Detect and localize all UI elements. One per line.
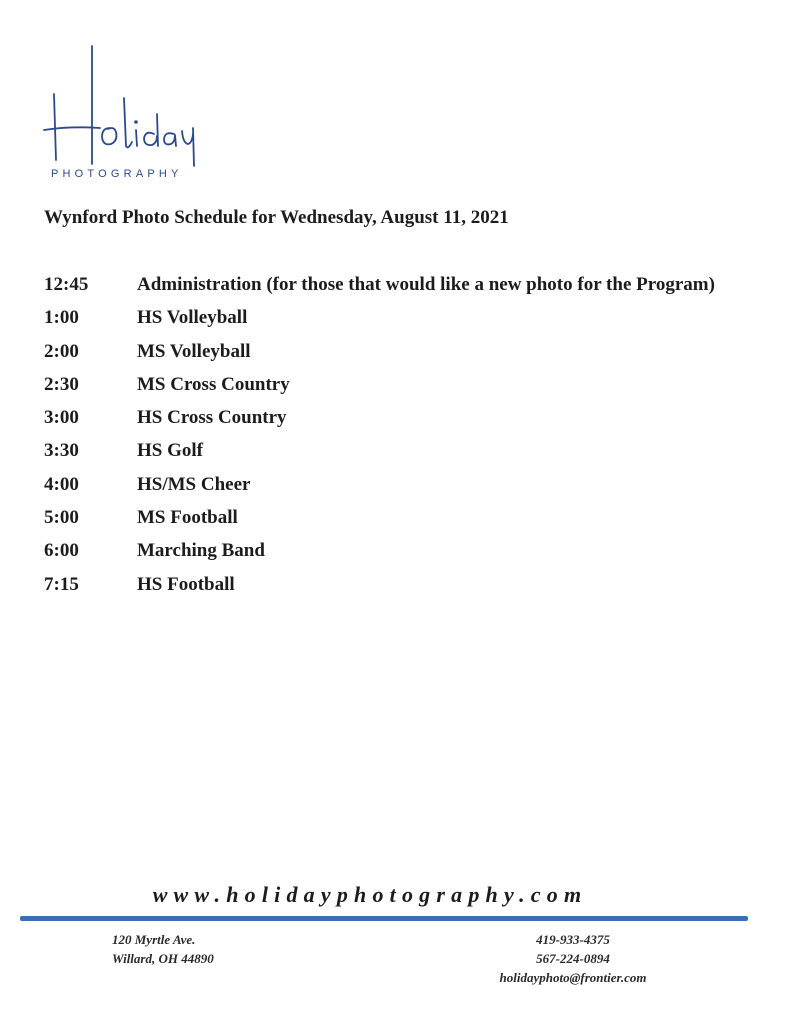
logo (40, 42, 210, 187)
schedule-time: 7:15 (44, 573, 79, 595)
schedule-time: 1:00 (44, 307, 79, 329)
email: holidayphoto@frontier.com (499, 970, 647, 985)
schedule-event: HS/MS Cheer (137, 473, 251, 495)
footer-address (112, 930, 214, 968)
schedule-row (44, 440, 784, 473)
schedule-event: MS Cross Country (137, 373, 290, 395)
footer-website: www.holidayphotography.com (152, 882, 588, 907)
schedule-event: HS Volleyball (137, 307, 248, 329)
schedule-event: HS Football (137, 573, 235, 595)
phone-primary: 419-933-4375 (536, 932, 610, 947)
schedule-list (44, 274, 784, 607)
schedule-time: 2:00 (44, 340, 79, 362)
schedule-time: 12:45 (44, 274, 89, 295)
schedule-row (44, 474, 784, 507)
schedule-row (44, 540, 784, 573)
schedule-time: 5:00 (44, 507, 79, 529)
address-city: Willard, OH 44890 (112, 951, 214, 966)
logo-subtitle: PHOTOGRAPHY (51, 168, 183, 180)
address-street: 120 Myrtle Ave. (112, 932, 196, 947)
schedule-row (44, 341, 784, 374)
schedule-event: MS Football (137, 507, 238, 529)
footer-contact (478, 930, 668, 987)
schedule-time: 6:00 (44, 540, 79, 562)
schedule-time: 3:00 (44, 407, 79, 429)
schedule-time: 2:30 (44, 373, 79, 395)
schedule-row (44, 407, 784, 440)
schedule-event: HS Golf (137, 440, 203, 462)
phone-secondary: 567-224-0894 (536, 951, 610, 966)
holiday-script-logo (40, 42, 210, 167)
schedule-row (44, 507, 784, 540)
schedule-row (44, 574, 784, 607)
page-title: Wynford Photo Schedule for Wednesday, August 11, 2021 (44, 207, 509, 228)
footer-divider (20, 916, 748, 921)
schedule-row (44, 307, 784, 340)
schedule-time: 4:00 (44, 473, 79, 495)
schedule-event: MS Volleyball (137, 340, 251, 362)
schedule-row (44, 374, 784, 407)
schedule-row (44, 274, 784, 307)
schedule-event: Marching Band (137, 540, 265, 562)
schedule-event: HS Cross Country (137, 407, 287, 429)
schedule-event: Administration (for those that would like a new photo for the Program) (137, 274, 715, 295)
schedule-time: 3:30 (44, 440, 79, 462)
